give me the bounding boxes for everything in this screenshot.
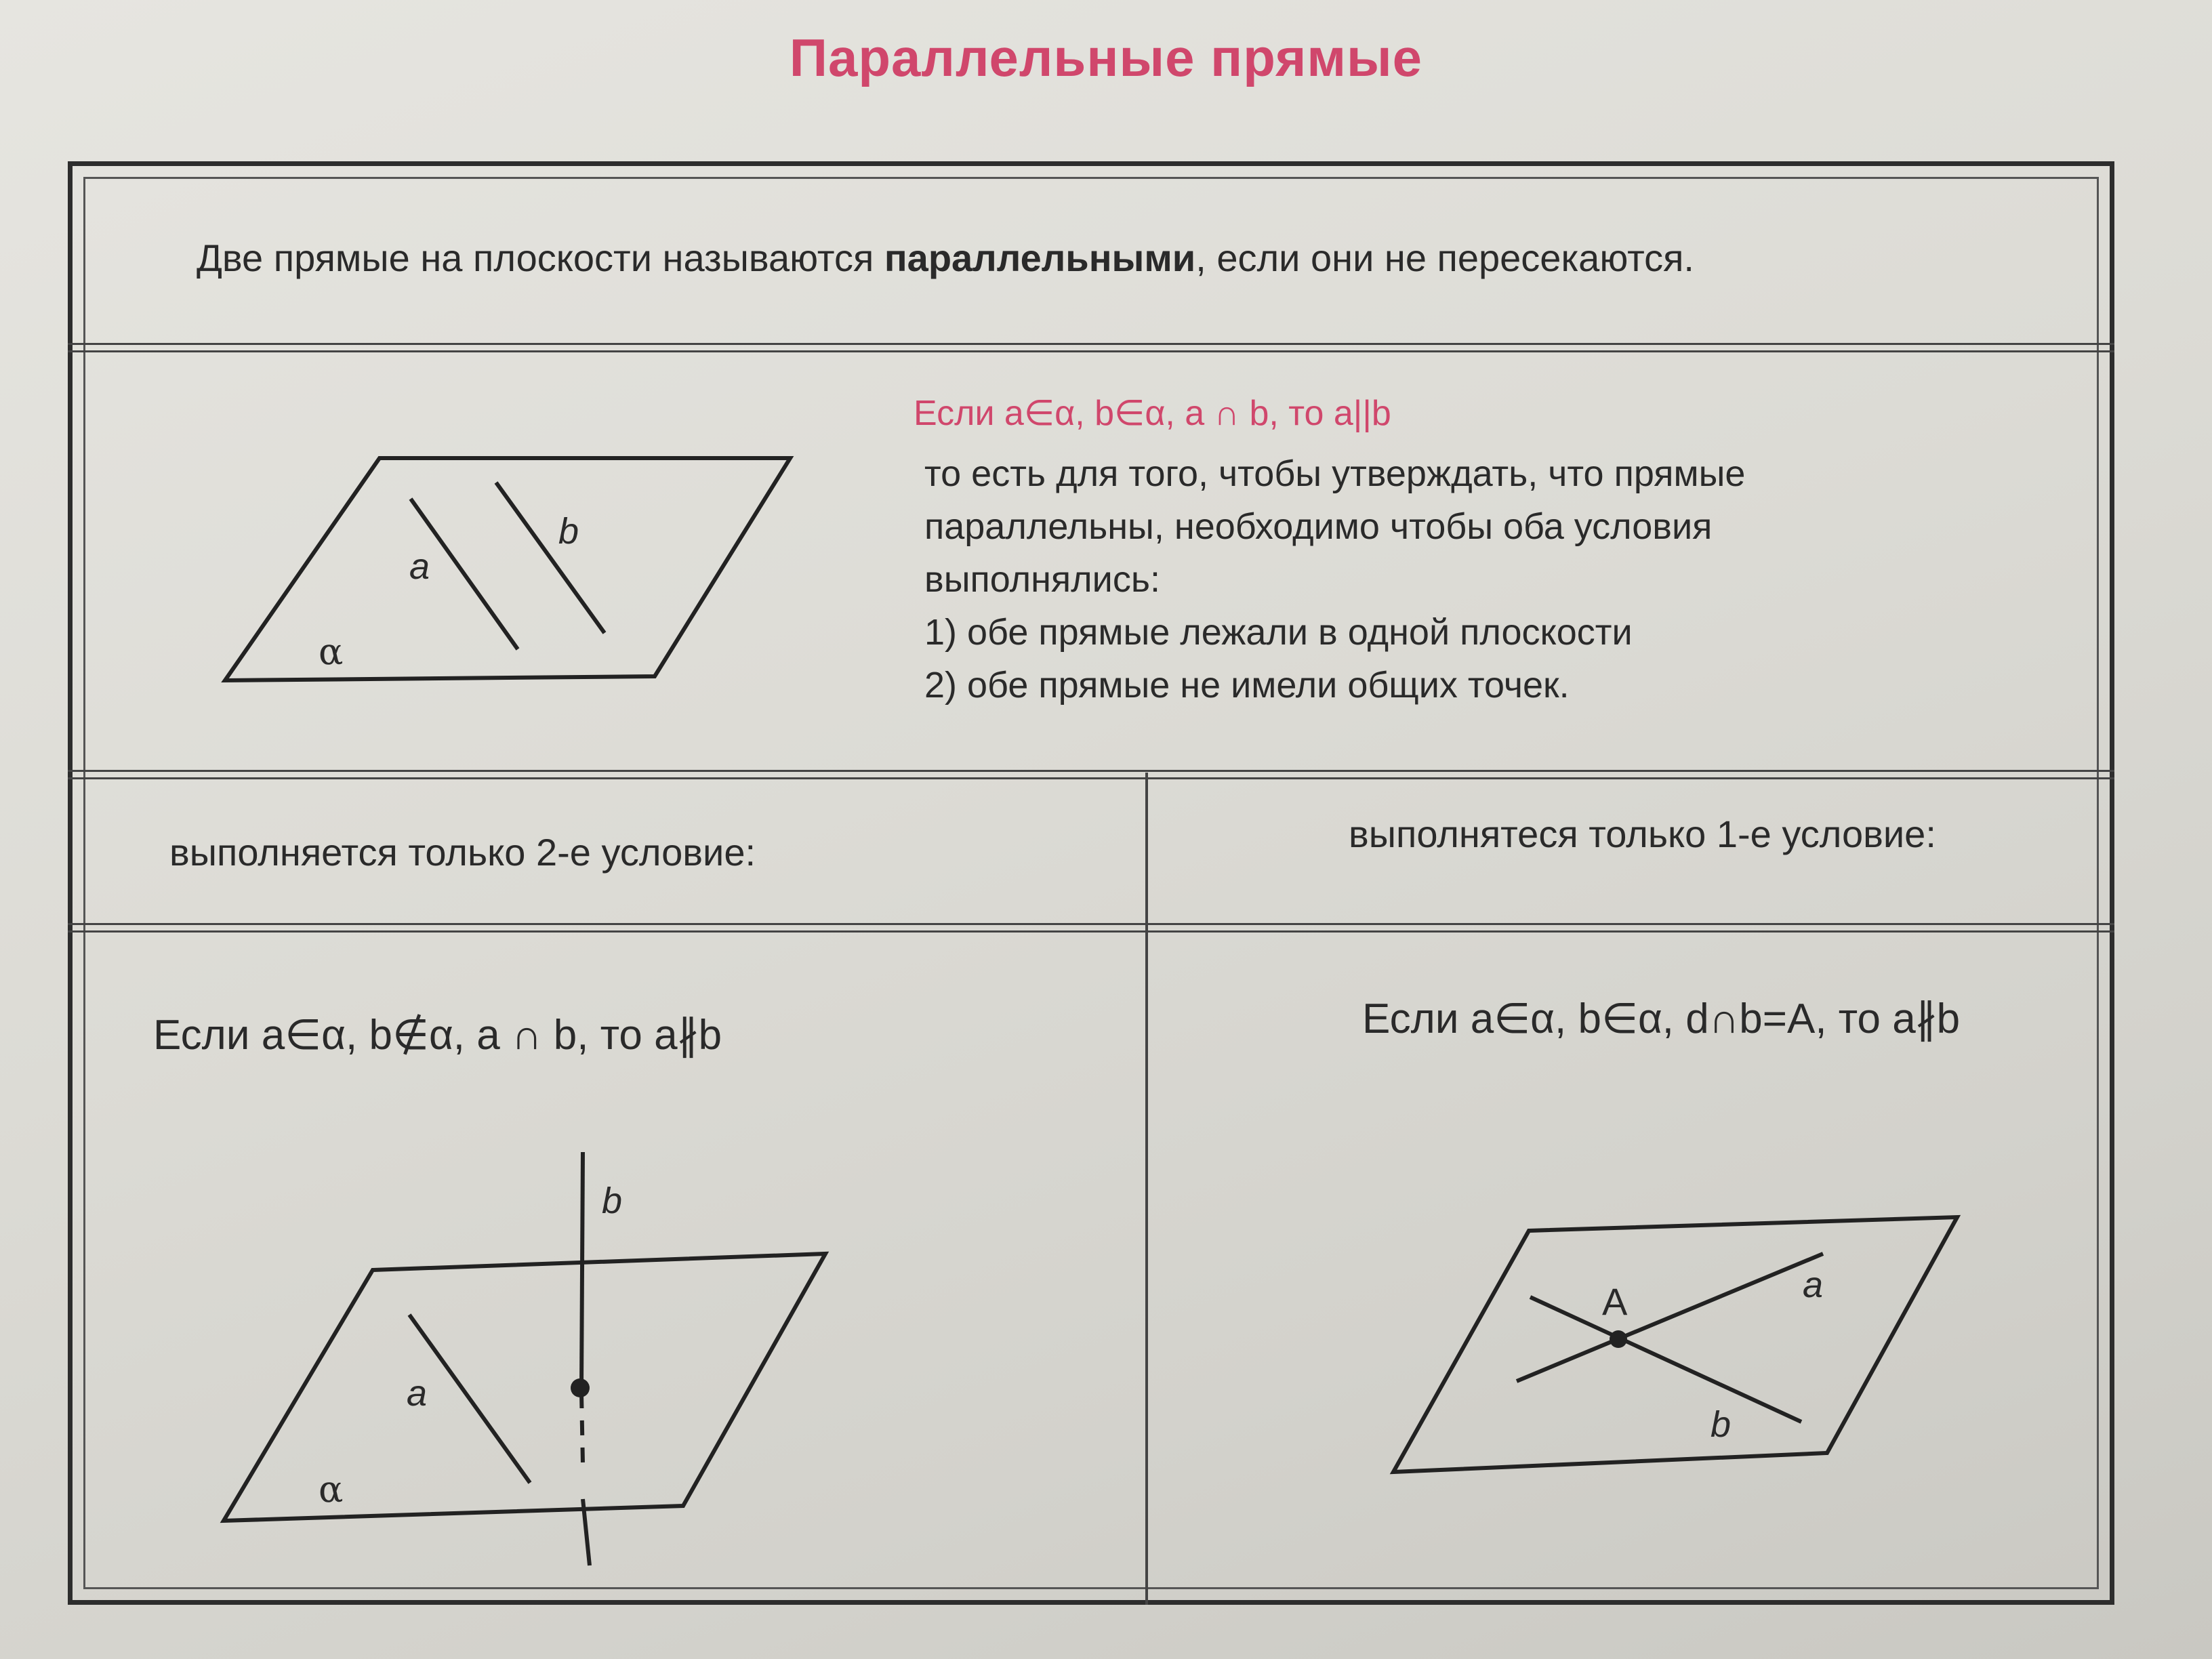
page-title: Параллельные прямые bbox=[789, 28, 1423, 87]
left-heading: выполняется только 2-е условие: bbox=[169, 831, 756, 874]
right-heading: выполнятеся только 1-е условие: bbox=[1349, 813, 1936, 855]
label-b-3: b bbox=[1711, 1404, 1732, 1445]
condition-1: 1) обе прямые лежали в одной плоскости bbox=[924, 612, 1633, 653]
line-b-1 bbox=[496, 483, 605, 633]
label-a-3: a bbox=[1803, 1265, 1824, 1305]
label-b-2: b bbox=[602, 1181, 623, 1221]
definition-term: параллельными bbox=[884, 237, 1196, 279]
right-rule: Если a∈α, b∈α, d∩b=A, то a∦b bbox=[1362, 996, 1961, 1042]
plane-alpha-2 bbox=[224, 1254, 825, 1521]
line-b-2-hidden bbox=[581, 1393, 583, 1464]
label-b-1: b bbox=[558, 511, 579, 552]
line-b-2-upper bbox=[581, 1152, 583, 1388]
plane-3 bbox=[1393, 1217, 1957, 1472]
explanation-line: параллельны, необходимо чтобы оба условия bbox=[924, 506, 1713, 547]
explanation-line: то есть для того, чтобы утверждать, что прямые bbox=[924, 453, 1746, 494]
label-A: A bbox=[1602, 1280, 1628, 1323]
label-a-1: a bbox=[409, 546, 430, 587]
label-a-2: a bbox=[407, 1373, 428, 1414]
figure-intersecting-lines bbox=[1393, 1217, 1957, 1472]
intersection-dot-2 bbox=[571, 1378, 590, 1397]
line-a-2 bbox=[409, 1315, 530, 1483]
explanation-line: выполнялись: bbox=[924, 559, 1160, 600]
label-alpha-2: α bbox=[319, 1468, 344, 1511]
plane-alpha-1 bbox=[225, 458, 790, 680]
condition-2: 2) обе прямые не имели общих точек. bbox=[924, 665, 1570, 705]
figure-parallel-lines bbox=[225, 458, 790, 680]
main-rule: Если a∈α, b∈α, a ∩ b, то a||b bbox=[914, 394, 1391, 433]
label-alpha-1: α bbox=[319, 630, 344, 673]
definition-text: Две прямые на плоскости называются параллельными, если они не пересекаются. bbox=[197, 237, 1694, 279]
point-A bbox=[1610, 1330, 1627, 1348]
figure-skew-lines bbox=[224, 1152, 825, 1565]
left-rule: Если a∈α, b∉α, a ∩ b, то a∦b bbox=[153, 1012, 722, 1059]
